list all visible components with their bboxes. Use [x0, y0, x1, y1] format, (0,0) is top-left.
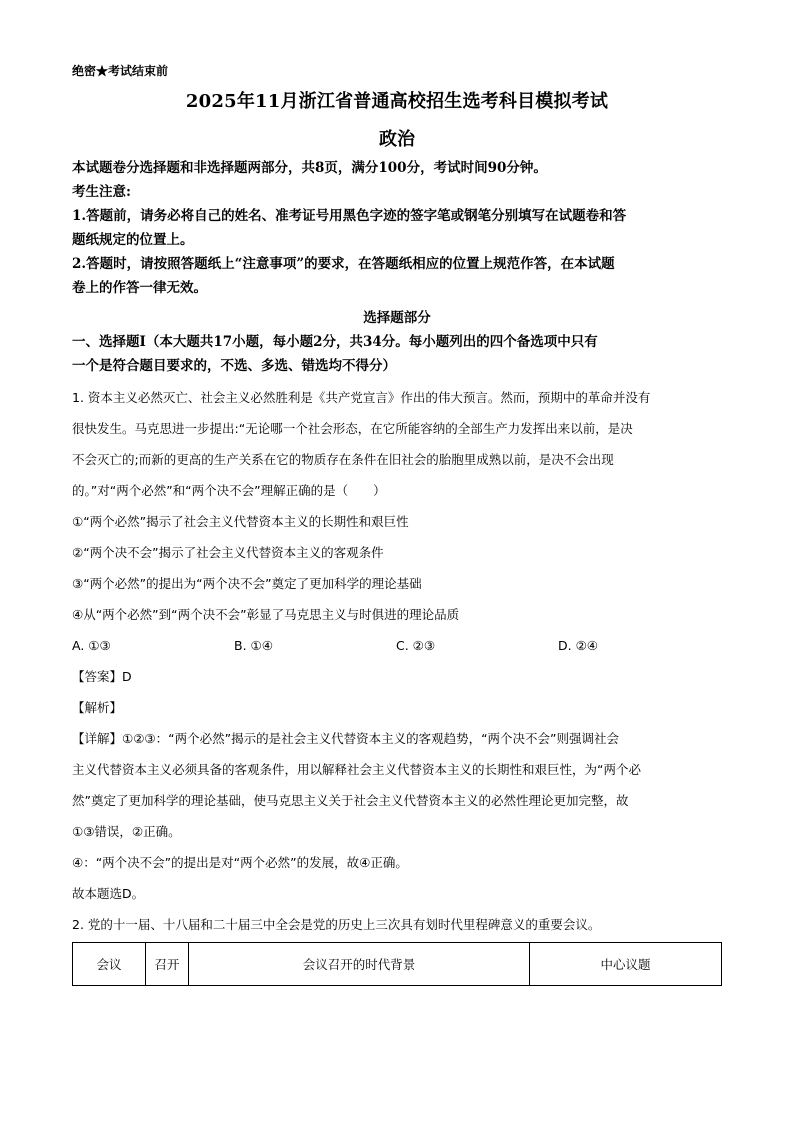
q1-item: ①“两个必然”揭示了社会主义代替资本主义的长期性和艰巨性	[72, 514, 409, 529]
instructions	[72, 156, 722, 300]
question-2	[72, 909, 722, 986]
table-header-cell: 会议	[73, 943, 146, 986]
detail-line: 然”奠定了更加科学的理论基础，使马克思主义关于社会主义代替资本主义的必然性理论更加完整，故	[72, 793, 629, 808]
q1-stem-line: 的。”对“两个必然”和“两个决不会”理解正确的是（ ）	[72, 483, 386, 498]
question-1	[72, 382, 722, 909]
note-1-line-2: 题纸规定的位置上。	[72, 232, 194, 248]
answer-line	[72, 661, 722, 692]
note-1-line-1: 1.答题前，请务必将自己的姓名、准考证号用黑色字迹的签字笔或钢笔分别填写在试题卷和答	[72, 208, 627, 224]
exam-title: 2025年11月浙江省普通高校招生选考科目模拟考试	[185, 91, 609, 112]
option-d: D. ②④	[558, 638, 598, 653]
detail-line: ①③错误，②正确。	[72, 824, 181, 839]
table-header-cell: 中心议题	[530, 943, 722, 986]
q1-stem-line: 1. 资本主义必然灭亡、社会主义必然胜利是《共产党宣言》作出的伟大预言。然而，预期中的革命并没有	[72, 390, 651, 405]
exam-page	[72, 62, 722, 986]
option-a: A. ①③	[72, 638, 111, 653]
q1-stem-line: 很快发生。马克思进一步提出:“无论哪一个社会形态，在它所能容纳的全部生产力发挥出来以前，是决	[72, 421, 633, 436]
note-2-line-2: 卷上的作答一律无效。	[72, 280, 207, 296]
option-b: B. ①④	[234, 638, 273, 653]
table-header-cell: 会议召开的时代背景	[189, 943, 530, 986]
q2-stem: 2. 党的十一届、十八届和二十届三中全会是党的历史上三次具有划时代里程碑意义的重要会议。	[72, 917, 601, 932]
detail-line: 故本题选D。	[72, 886, 145, 901]
notice-heading: 考生注意:	[72, 184, 131, 200]
table-header-row	[73, 943, 722, 986]
analysis-tag: 【解析】	[72, 700, 123, 715]
secret-label: 绝密★考试结束前	[72, 64, 169, 78]
q1-options	[72, 630, 722, 661]
section-title: 选择题部分	[363, 310, 431, 326]
q1-item: ④从“两个必然”到“两个决不会”彰显了马克思主义与时俱进的理论品质	[72, 607, 460, 622]
intro-line: 本试题卷分选择题和非选择题两部分，共8页，满分100分，考试时间90分钟。	[72, 160, 547, 176]
subject-title: 政治	[379, 129, 415, 150]
answer-tag: 【答案】	[72, 669, 123, 684]
table-header-cell: 召开	[146, 943, 189, 986]
option-c: C. ②③	[396, 638, 436, 653]
q2-table	[72, 942, 722, 986]
note-2-line-1: 2.答题时，请按照答题纸上“注意事项”的要求，在答题纸相应的位置上规范作答，在本试题	[72, 256, 615, 272]
detail-line: 主义代替资本主义必须具备的客观条件，用以解释社会主义代替资本主义的长期性和艰巨性，为“两个必	[72, 762, 641, 777]
q1-item: ②“两个决不会”揭示了社会主义代替资本主义的客观条件	[72, 545, 384, 560]
part-heading-line-2: 一个是符合题目要求的，不选、多选、错选均不得分）	[72, 358, 396, 374]
answer-value: D	[122, 669, 132, 684]
detail-line: ④：“两个决不会”的提出是对“两个必然”的发展，故④正确。	[72, 855, 408, 870]
part-heading-line-1: 一、选择题Ⅰ（本大题共17小题，每小题2分，共34分。每小题列出的四个备选项中只有	[72, 334, 598, 350]
q1-stem-line: 不会灭亡的;而新的更高的生产关系在它的物质存在条件在旧社会的胎胞里成熟以前，是决不会出现	[72, 452, 614, 467]
detail-line: 【详解】①②③：“两个必然”揭示的是社会主义代替资本主义的客观趋势，“两个决不会”则强调社会	[72, 731, 620, 746]
q1-item: ③“两个必然”的提出为“两个决不会”奠定了更加科学的理论基础	[72, 576, 422, 591]
